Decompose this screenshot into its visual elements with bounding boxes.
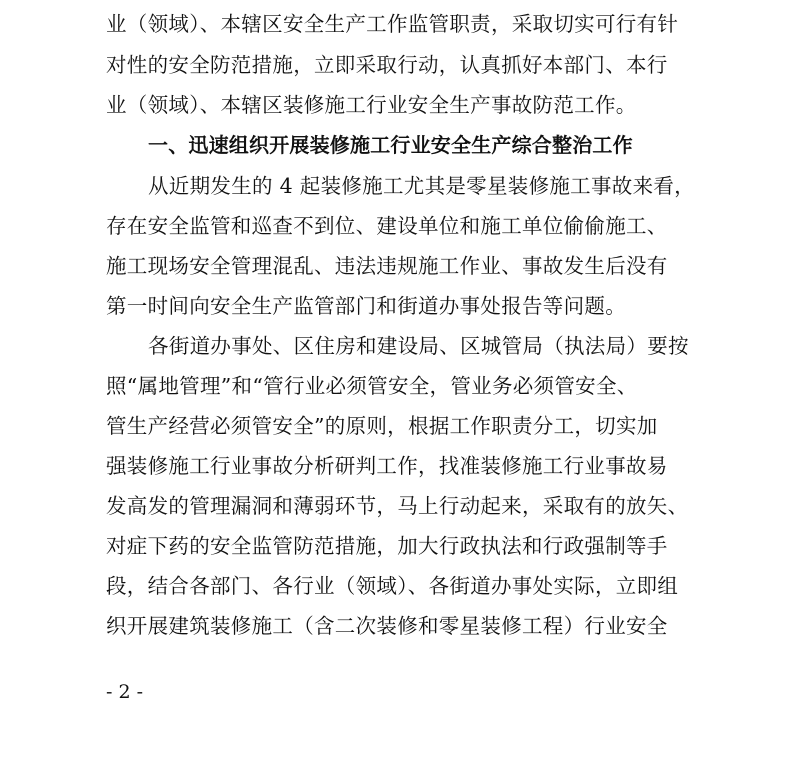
paragraph-3-line-8: 织开展建筑装修施工（含二次装修和零星装修工程）行业安全 xyxy=(106,614,668,638)
paragraph-2-line-4: 第一时间向安全生产监管部门和街道办事处报告等问题。 xyxy=(106,294,626,318)
paragraph-3-line-4: 强装修施工行业事故分析研判工作，找准装修施工行业事故易 xyxy=(106,454,668,478)
page-number: - 2 - xyxy=(106,681,144,703)
paragraph-3-line-5: 发高发的管理漏洞和薄弱环节，马上行动起来，采取有的放矢、 xyxy=(106,494,689,518)
paragraph-1-line-1: 业（领域）、本辖区安全生产工作监管职责，采取切实可行有针 xyxy=(106,12,679,36)
paragraph-3-line-6: 对症下药的安全监管防范措施，加大行政执法和行政强制等手 xyxy=(106,534,668,558)
paragraph-2-line-3: 施工现场安全管理混乱、违法违规施工作业、事故发生后没有 xyxy=(106,254,668,278)
paragraph-2-line-1: 从近期发生的 4 起装修施工尤其是零星装修施工事故来看， xyxy=(148,174,695,198)
paragraph-3-line-1: 各街道办事处、区住房和建设局、区城管局（执法局）要按 xyxy=(148,334,689,358)
section-heading: 一、迅速组织开展装修施工行业安全生产综合整治工作 xyxy=(148,133,633,157)
paragraph-3-line-3: 管生产经营必须管安全”的原则，根据工作职责分工，切实加 xyxy=(106,414,658,438)
paragraph-2-line-2: 存在安全监管和巡查不到位、建设单位和施工单位偷偷施工、 xyxy=(106,214,668,238)
paragraph-1-line-2: 对性的安全防范措施，立即采取行动，认真抓好本部门、本行 xyxy=(106,53,668,77)
paragraph-3-line-2: 照“属地管理”和“管行业必须管安全，管业务必须管安全、 xyxy=(106,374,638,398)
paragraph-3-line-7: 段，结合各部门、各行业（领域）、各街道办事处实际，立即组 xyxy=(106,574,679,598)
paragraph-1-line-3: 业（领域）、本辖区装修施工行业安全生产事故防范工作。 xyxy=(106,93,637,117)
